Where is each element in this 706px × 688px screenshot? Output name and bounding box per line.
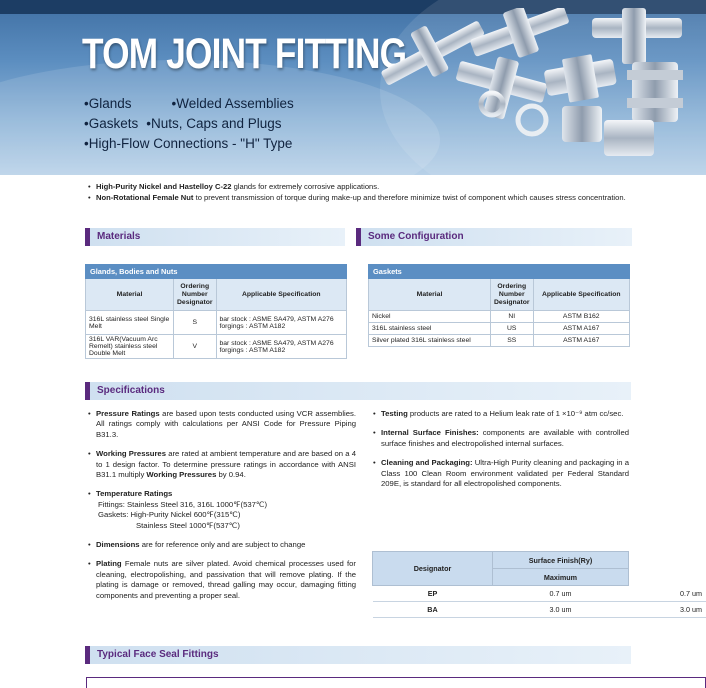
table-row: 316L VAR(Vacuum Arc Remelt) stainless steel Double Melt V bar stock : ASME SA479, ASTM A276 forgings : ASTM A182 <box>86 335 347 359</box>
table-row: EP 0.7 um 0.7 um <box>373 586 706 602</box>
fittings-illustration <box>372 8 702 168</box>
specifications-left-column <box>88 409 356 610</box>
table-row: Nickel NI ASTM B162 <box>369 311 630 323</box>
section-header-specifications: Specifications <box>85 382 631 400</box>
spec-item-working-pressure: • Working Pressures are rated at ambient temperature and are based on a 4 to 1 design factor. To determine pressure ratings in accordance with ANSI B31.1 multiply Working Pressures by 0.94. <box>88 449 356 480</box>
page-title: TOM JOINT FITTING <box>82 30 407 78</box>
intro-list <box>88 181 648 203</box>
column-header: Designator <box>373 552 493 586</box>
section-header-typical-fittings: Typical Face Seal Fittings <box>85 646 631 664</box>
specifications-right-column <box>373 409 629 498</box>
table-row: BA 3.0 um 3.0 um <box>373 602 706 618</box>
intro-item: • Non-Rotational Female Nut to prevent transmission of torque during make-up and therefore minimize twist of component which causes stress concentration. <box>88 192 648 203</box>
table-caption: Glands, Bodies and Nuts <box>86 265 347 279</box>
column-header: Material <box>86 279 174 311</box>
column-header: Material <box>369 279 491 311</box>
banner-bullet: •Gaskets <box>84 116 139 131</box>
banner-bullet: •High-Flow Connections - "H" Type <box>84 136 293 151</box>
banner-bullet: •Nuts, Caps and Plugs <box>146 116 282 131</box>
table-row: Silver plated 316L stainless steel SS ASTM A167 <box>369 335 630 347</box>
column-header: Maximum <box>493 569 629 586</box>
banner-bullet: •Welded Assemblies <box>171 96 294 111</box>
column-header: Applicable Specification <box>216 279 347 311</box>
gaskets-table <box>368 264 630 347</box>
banner-bullet: •Glands <box>84 96 132 111</box>
surface-finish-table <box>372 551 706 618</box>
column-header: Applicable Specification <box>533 279 630 311</box>
banner-bullet-list <box>84 96 294 156</box>
fittings-content-box <box>86 677 706 688</box>
spec-item-temperature: • Temperature Ratings Fittings: Stainless Steel 316, 316L 1000℉(537℃) Gaskets: High-Purity Nickel 600℉(315℃) Stainless Steel 1000℉(537℃) <box>88 489 356 531</box>
spec-item-pressure: • Pressure Ratings are based upon tests conducted using VCR assemblies. All ratings comply with calculations per ANSI Code for Pressure Piping B31.3. <box>88 409 356 440</box>
glands-table <box>85 264 347 359</box>
table-caption: Gaskets <box>369 265 630 279</box>
table-row: 316L stainless steel Single Melt S bar stock : ASME SA479, ASTM A276 forgings : ASTM A182 <box>86 311 347 335</box>
spec-item-testing: • Testing products are rated to a Helium leak rate of 1 ×10⁻⁹ atm cc/sec. <box>373 409 629 419</box>
spec-item-internal-finish: • Internal Surface Finishes: components are available with controlled surface finishes and electropolished internal surfaces. <box>373 428 629 449</box>
spec-item-dimensions: • Dimensions are for reference only and are subject to change <box>88 540 356 550</box>
table-row: 316L stainless steel US ASTM A167 <box>369 323 630 335</box>
spec-item-plating: • Plating Female nuts are silver plated. Avoid chemical processes used for cleaning, electropolishing, and passivation that will remove plating. If the plating is damage or removed, thread galling may occur, damaging fitting components and preventing a proper seal. <box>88 559 356 601</box>
section-header-configuration: Some Configuration <box>356 228 632 246</box>
intro-item: • High-Purity Nickel and Hastelloy C-22 glands for extremely corrosive applications. <box>88 181 648 192</box>
section-header-materials: Materials <box>85 228 345 246</box>
spec-item-cleaning: • Cleaning and Packaging: Ultra-High Purity cleaning and packaging in a Class 100 Clean Room environment validated per Federal Standard 209E, is standard for all electropolished components. <box>373 458 629 489</box>
header-banner <box>0 0 706 175</box>
column-header: Ordering Number Designator <box>491 279 534 311</box>
column-header: Surface Finish(Ry) <box>493 552 629 569</box>
column-header: Ordering Number Designator <box>174 279 217 311</box>
